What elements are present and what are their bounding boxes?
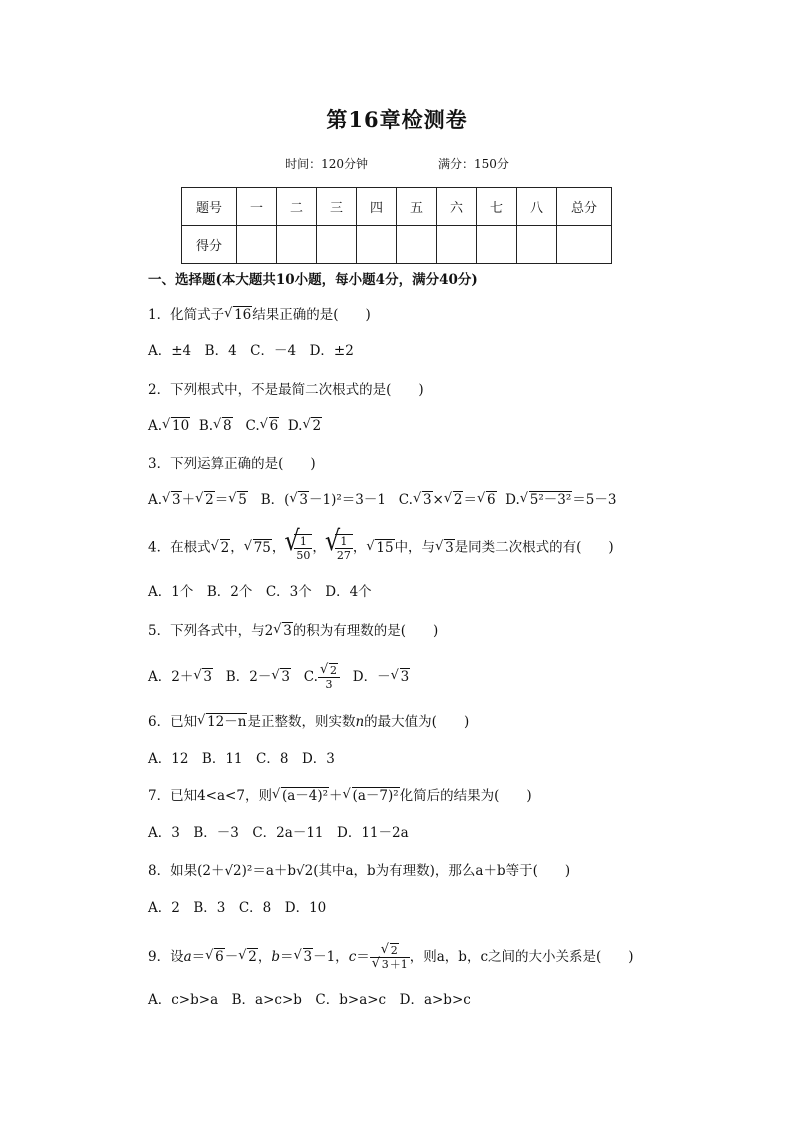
question-5-options: A．2＋√ 3 B．2－√ 3 C. √ $\frac{2}{3}$ D．－√ 3 — [148, 664, 410, 691]
section-heading: 一、选择题(本大题共10小题，每小题4分，满分40分) — [148, 272, 478, 288]
question-4-stem: 4．在根式√ 2，√ 75， √ $\frac{1}{50}$ ， √ $\frac{1}{27}$ ，√ 15中，与√ 3是同类二次根式的有( ) — [148, 534, 614, 562]
question-3-options: A.√ 3＋√ 2＝√ 5 B．(√ 3－1)²＝3－1 C.√ 3×√ 2＝√ 6 D.√ 5²－3²＝5－3 — [148, 490, 616, 510]
table-cell: 题号 — [182, 188, 237, 226]
table-cell: 七 — [477, 188, 517, 226]
table-cell: 六 — [437, 188, 477, 226]
score-table-header-row — [182, 188, 612, 226]
page-title: 第16章检测卷 — [326, 107, 468, 132]
score-entry[interactable] — [317, 226, 357, 264]
table-cell: 三 — [317, 188, 357, 226]
question-3-stem: 3．下列运算正确的是( ) — [148, 456, 316, 472]
full-score: 满分：150分 — [438, 157, 509, 171]
score-entry[interactable] — [277, 226, 317, 264]
table-cell: 一 — [237, 188, 277, 226]
question-6-stem: 6．已知√ 12－n是正整数，则实数n的最大值为( ) — [148, 712, 469, 732]
table-cell: 八 — [517, 188, 557, 226]
question-6-options: A．12 B．11 C．8 D．3 — [148, 751, 335, 767]
question-7-options: A．3 B．－3 C．2a－11 D．11－2a — [148, 825, 409, 841]
score-table-score-row — [182, 226, 612, 264]
table-cell: 得分 — [182, 226, 237, 264]
question-2-stem: 2．下列根式中，不是最简二次根式的是( ) — [148, 382, 424, 398]
score-table — [181, 187, 612, 264]
score-entry[interactable] — [397, 226, 437, 264]
question-1-stem: 1．化简式子√ 16结果正确的是( ) — [148, 305, 371, 325]
question-9-options: A．c>b>a B．a>c>b C．b>a>c D．a>b>c — [148, 992, 471, 1008]
exam-meta — [0, 155, 794, 172]
question-1-options: A．±4 B．4 C．－4 D．±2 — [148, 343, 354, 359]
time-limit: 时间：120分钟 — [285, 157, 368, 171]
question-9-stem: 9．设a＝√ 6－√ 2，b＝√ 3－1，c＝ √ 2 √ 3＋1 ，则a，b，c之间的大小关系是( ) — [148, 944, 634, 971]
question-5-stem: 5．下列各式中，与2√ 3的积为有理数的是( ) — [148, 621, 438, 641]
table-cell: 四 — [357, 188, 397, 226]
score-entry[interactable] — [437, 226, 477, 264]
question-8-options: A．2 B．3 C．8 D．10 — [148, 900, 327, 916]
table-cell: 五 — [397, 188, 437, 226]
score-entry[interactable] — [237, 226, 277, 264]
question-4-options: A．1个 B．2个 C．3个 D．4个 — [148, 584, 372, 600]
score-entry[interactable] — [557, 226, 612, 264]
table-cell: 二 — [277, 188, 317, 226]
table-cell: 总分 — [557, 188, 612, 226]
question-8-stem: 8．如果(2＋√2)²＝a＋b√2(其中a，b为有理数)，那么a＋b等于( ) — [148, 863, 571, 879]
score-entry[interactable] — [357, 226, 397, 264]
score-entry[interactable] — [477, 226, 517, 264]
question-7-stem: 7．已知4<a<7，则√ (a－4)²＋√ (a－7)²化简后的结果为( ) — [148, 786, 532, 806]
score-entry[interactable] — [517, 226, 557, 264]
question-2-options: A.√ 10 B.√ 8 C.√ 6 D.√ 2 — [148, 416, 322, 436]
